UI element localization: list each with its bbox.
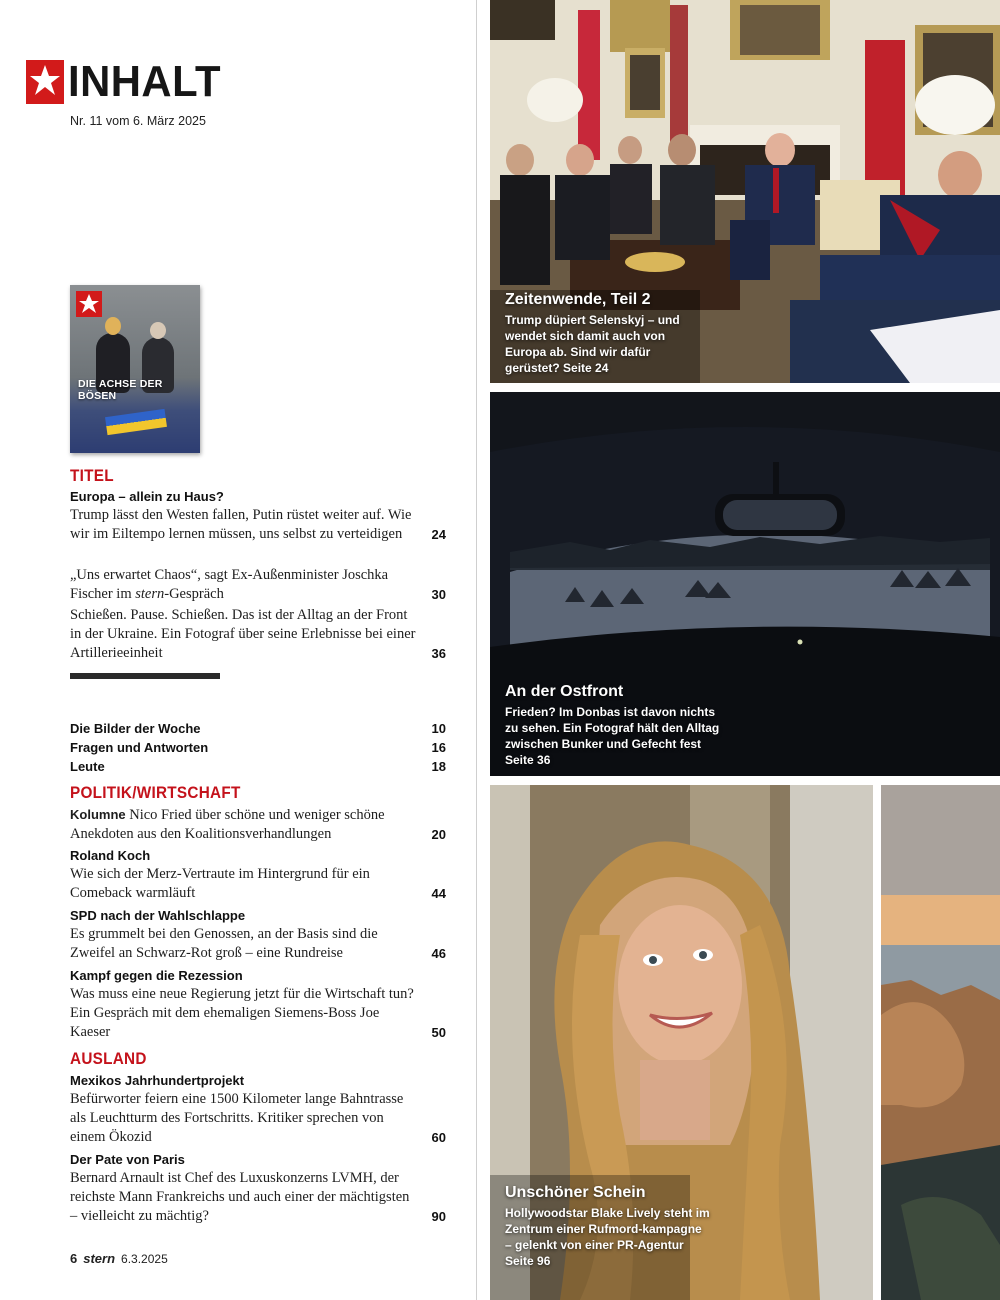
page-number: 44 — [431, 886, 446, 901]
toc-entry[interactable] — [70, 847, 446, 903]
cover-flag — [105, 409, 167, 435]
masthead — [26, 57, 229, 106]
toc-entry[interactable] — [70, 967, 446, 1042]
cover-headline: DIE ACHSE DER BÖSEN — [78, 378, 163, 402]
entry-kicker: Der Pate von Paris — [70, 1152, 185, 1167]
page-number: 30 — [431, 587, 446, 602]
page-number: 20 — [431, 827, 446, 842]
entry-text: „Uns erwartet Chaos“, sagt Ex-Außenminister Joschka Fischer im stern-Gespräch — [70, 567, 389, 602]
section-divider — [70, 673, 220, 679]
footer-date: 6.3.2025 — [121, 1252, 168, 1266]
toc-short-entry[interactable] — [70, 719, 446, 738]
entry-kicker: Europa – allein zu Haus? — [70, 489, 224, 504]
stern-logo-icon — [26, 60, 64, 104]
toc-entry[interactable] — [70, 1151, 446, 1226]
magazine-cover — [70, 285, 200, 453]
toc-entry[interactable] — [70, 606, 446, 663]
entry-text: Kolumne Nico Fried über schöne und weniger schöne Anekdoten aus den Koalitionsverhandlungen — [70, 807, 385, 842]
toc-entry[interactable] — [70, 566, 446, 604]
entry-text: Bernard Arnault ist Chef des Luxuskonzerns LVMH, der reichste Mann Frankreichs und auch einer der mächtigsten – vielleicht zu mächtig? — [70, 1170, 410, 1224]
caption-page-ref: Seite 36 — [505, 753, 551, 767]
coast-scene — [881, 785, 1000, 1300]
entry-text: Befürworter feiern eine 1500 Kilometer lange Bahntrasse als Leuchtturm des Fortschritts. Kritiker sprechen von einem Ökozid — [70, 1091, 404, 1145]
toc-entry[interactable] — [70, 805, 446, 844]
page-number: 46 — [431, 946, 446, 961]
photo-eastern-front[interactable] — [490, 392, 1000, 776]
caption-title: Unschöner Schein — [505, 1184, 646, 1201]
page-number: 50 — [431, 1025, 446, 1040]
column-divider — [476, 0, 477, 1300]
page-number: 10 — [431, 721, 446, 736]
entry-kicker: Kampf gegen die Rezession — [70, 968, 243, 983]
caption-text: Hollywoodstar Blake Lively steht im Zentrum einer Rufmord-kampagne – gelenkt von einer PR-Agentur Seite 96 — [505, 1206, 710, 1268]
stern-cover-logo-icon — [76, 291, 102, 317]
entry-kicker: SPD nach der Wahlschlappe — [70, 908, 246, 923]
entry-label: Leute — [70, 759, 105, 774]
caption-page-ref: Seite 24 — [563, 361, 609, 375]
toc-short-entry[interactable] — [70, 738, 446, 757]
caption-text: Trump düpiert Selenskyj – und wendet sich damit auch von Europa ab. Sind wir dafür gerüstet? Seite 24 — [505, 313, 680, 375]
entry-kicker: Roland Koch — [70, 848, 151, 863]
page-title: INHALT — [68, 57, 221, 106]
entry-label: Fragen und Antworten — [70, 740, 209, 755]
entry-text: Schießen. Pause. Schießen. Das ist der Alltag an der Front in der Ukraine. Ein Fotograf über seine Erlebnisse bei einer Artillerieeinheit — [70, 607, 416, 661]
page-number: 24 — [431, 527, 446, 542]
section-heading-politik: POLITIK/WIRTSCHAFT — [70, 783, 241, 802]
page-number: 18 — [431, 759, 446, 774]
entry-kicker: Mexikos Jahrhundertprojekt — [70, 1073, 245, 1088]
photo-portrait[interactable] — [490, 785, 873, 1300]
toc-entry[interactable] — [70, 488, 446, 544]
caption-title: An der Ostfront — [505, 683, 624, 700]
page-number: 16 — [431, 740, 446, 755]
entry-text: Was muss eine neue Regierung jetzt für die Wirtschaft tun? Ein Gespräch mit dem ehemaligen Siemens-Boss Joe Kaeser — [70, 986, 414, 1040]
issue-line: Nr. 11 vom 6. März 2025 — [70, 114, 206, 128]
photo-coast[interactable] — [881, 785, 1000, 1300]
page-footer — [70, 1251, 168, 1266]
entry-label: Die Bilder der Woche — [70, 721, 201, 736]
footer-brand: stern — [83, 1251, 116, 1266]
entry-text: Wie sich der Merz-Vertraute im Hintergrund für ein Comeback warmläuft — [70, 866, 370, 901]
caption-title: Zeitenwende, Teil 2 — [505, 291, 651, 308]
photo-caption — [505, 290, 705, 376]
toc-entry[interactable] — [70, 1072, 446, 1147]
footer-page-number: 6 — [70, 1251, 78, 1266]
toc-short-entry[interactable] — [70, 757, 446, 776]
entry-text: Trump lässt den Westen fallen, Putin rüstet weiter auf. Wie wir im Eiltempo lernen müssen, uns selbst zu verteidigen — [70, 507, 412, 542]
photo-oval-office[interactable] — [490, 0, 1000, 383]
section-heading-titel: TITEL — [70, 466, 114, 485]
caption-text: Frieden? Im Donbas ist davon nichts zu sehen. Ein Fotograf hält den Alltag zwischen Bunker und Gefecht fest Seite 36 — [505, 705, 720, 767]
page-number: 90 — [431, 1209, 446, 1224]
entry-text: Es grummelt bei den Genossen, an der Basis sind die Zweifel an Schwarz-Rot groß – eine Rundreise — [70, 926, 378, 961]
photo-caption — [505, 1183, 710, 1269]
page-number: 60 — [431, 1130, 446, 1145]
section-heading-ausland: AUSLAND — [70, 1049, 147, 1068]
photo-caption — [505, 682, 725, 768]
toc-entry[interactable] — [70, 907, 446, 963]
page-number: 36 — [431, 646, 446, 661]
caption-page-ref: Seite 96 — [505, 1254, 551, 1268]
